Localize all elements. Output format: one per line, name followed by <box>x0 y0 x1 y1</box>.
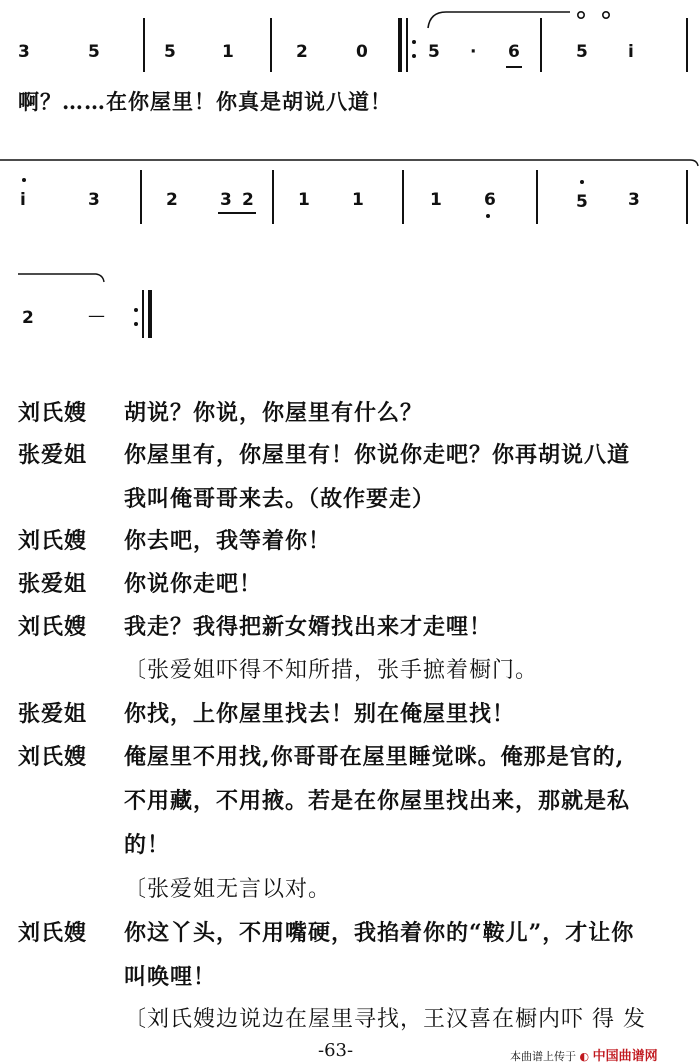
underline <box>218 212 256 214</box>
barline <box>140 170 142 224</box>
repeat-dot <box>134 308 138 312</box>
repeat-barline <box>142 290 144 338</box>
site-logo-icon: ◐ <box>579 1050 590 1063</box>
high-octave-dot <box>22 178 26 182</box>
note: 5 <box>428 42 440 62</box>
stage-direction: 〔张爱姐无言以对。 <box>124 877 332 902</box>
speaker-name: 张爱姐 <box>18 571 88 597</box>
barline <box>536 170 538 224</box>
note: 1 <box>222 42 234 62</box>
note: 3 <box>628 190 640 210</box>
speaker-name: 刘氏嫂 <box>18 744 88 770</box>
speaker-name: 刘氏嫂 <box>18 614 88 640</box>
score-lines <box>0 0 700 300</box>
repeat-barline <box>406 18 408 72</box>
note: 5 <box>88 42 100 62</box>
underline <box>506 66 522 68</box>
dialogue-line: 的！ <box>124 832 171 858</box>
repeat-dot <box>412 54 416 58</box>
speaker-name: 张爱姐 <box>18 701 88 727</box>
dialogue-line: 你屋里有，你屋里有！你说你走吧？你再胡说八道 <box>124 442 631 468</box>
note: 6 <box>484 190 496 210</box>
site-credit <box>510 1045 658 1064</box>
barline <box>143 18 145 72</box>
repeat-barline <box>398 18 402 72</box>
note: 3 <box>18 42 30 62</box>
note: 1 <box>430 190 442 210</box>
note: 2 <box>242 190 254 210</box>
dialogue-line: 我走？我得把新女婿找出来才走哩！ <box>124 614 493 640</box>
note: 5 <box>576 192 588 212</box>
dialogue-line: 叫唤哩！ <box>124 964 217 990</box>
repeat-dot <box>134 322 138 326</box>
barline <box>686 170 688 224</box>
dot-mark: · <box>470 42 477 62</box>
note: i <box>628 42 634 62</box>
note: 3 <box>88 190 100 210</box>
dialogue-line: 胡说？你说，你屋里有什么？ <box>124 400 424 426</box>
note: 6 <box>508 42 520 62</box>
dialogue-line: 我叫俺哥哥来去。（故作要走） <box>124 486 436 512</box>
barline <box>686 18 688 72</box>
speaker-name: 刘氏嫂 <box>18 920 88 946</box>
credit-text: 本曲谱上传于 <box>510 1050 576 1063</box>
lyric-line: 啊？……在你屋里！你真是胡说八道！ <box>18 89 392 114</box>
note: 3 <box>220 190 232 210</box>
note: 5 <box>576 42 588 62</box>
barline <box>402 170 404 224</box>
note: 2 <box>296 42 308 62</box>
low-octave-dot <box>486 214 490 218</box>
stage-direction: 〔张爱姐吓得不知所措，张手摭着橱门。 <box>124 658 539 683</box>
speaker-name: 张爱姐 <box>18 442 88 468</box>
note: 5 <box>164 42 176 62</box>
barline <box>540 18 542 72</box>
dialogue-line: 你说你走吧！ <box>124 571 263 597</box>
repeat-dot <box>412 40 416 44</box>
stage-direction: 〔刘氏嫂边说边在屋里寻找，王汉喜在橱内吓 得 发 <box>124 1007 646 1032</box>
barline <box>270 18 272 72</box>
page-number: -63- <box>318 1040 354 1061</box>
dialogue-line: 你找，上你屋里找去！别在俺屋里找！ <box>124 701 516 727</box>
high-octave-dot <box>580 180 584 184</box>
note: 2 <box>166 190 178 210</box>
dialogue-line: 你这丫头，不用嘴硬，我掐着你的“鞍儿”，才让你 <box>124 920 635 946</box>
repeat-barline <box>148 290 152 338</box>
note: 2 <box>22 308 34 328</box>
dash: — <box>88 306 105 326</box>
note: i <box>20 190 26 210</box>
speaker-name: 刘氏嫂 <box>18 528 88 554</box>
note: 0 <box>356 42 368 62</box>
dialogue-line: 不用藏，不用掖。若是在你屋里找出来，那就是私 <box>124 788 631 814</box>
speaker-name: 刘氏嫂 <box>18 400 88 426</box>
note: 1 <box>298 190 310 210</box>
site-name: 中国曲谱网 <box>592 1049 658 1064</box>
barline <box>272 170 274 224</box>
dialogue-line: 你去吧，我等着你！ <box>124 528 332 554</box>
note: 1 <box>352 190 364 210</box>
dialogue-line: 俺屋里不用找,你哥哥在屋里睡觉咪。俺那是官的, <box>124 744 625 770</box>
